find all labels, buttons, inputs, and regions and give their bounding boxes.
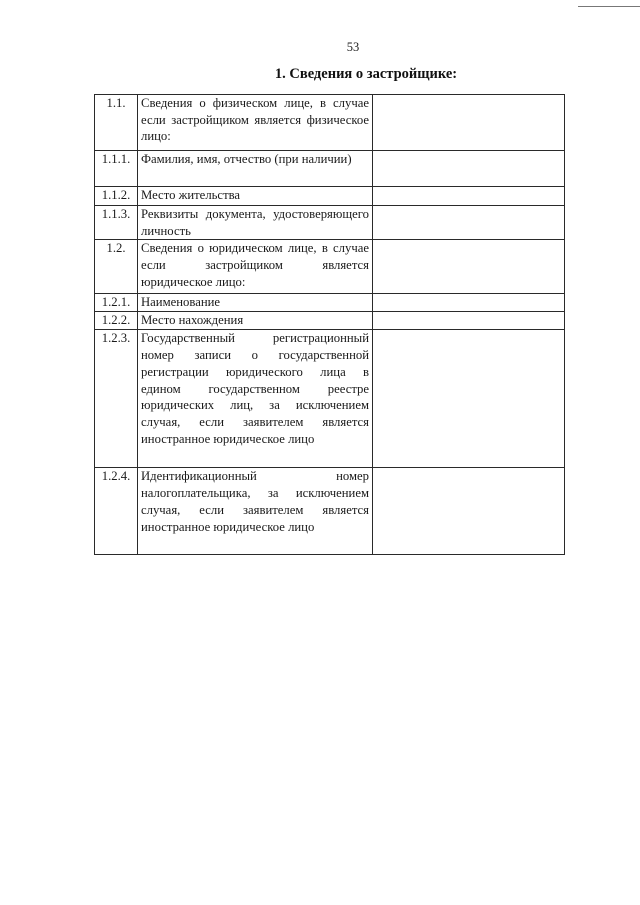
- row-label: Идентификационный номер налогоплательщика, за исключением случая, если заявителем является иностранное юридическое лицо: [138, 468, 373, 555]
- row-value-field[interactable]: [373, 187, 565, 206]
- row-number: 1.2.1.: [95, 294, 138, 312]
- row-label: Реквизиты документа, удостоверяющего личность: [138, 206, 373, 240]
- page-number: 53: [346, 40, 360, 54]
- row-number: 1.2.2.: [95, 312, 138, 330]
- table-row: [95, 240, 565, 294]
- table-row: [95, 294, 565, 312]
- row-label: Место нахождения: [138, 312, 373, 330]
- row-value-field[interactable]: [373, 294, 565, 312]
- row-number: 1.1.3.: [95, 206, 138, 240]
- table-row: [95, 330, 565, 468]
- row-number: 1.2.: [95, 240, 138, 294]
- table-row: [95, 468, 565, 555]
- table-row: [95, 95, 565, 151]
- row-value-field[interactable]: [373, 206, 565, 240]
- row-number: 1.1.2.: [95, 187, 138, 206]
- table-row: [95, 151, 565, 187]
- row-value-field[interactable]: [373, 312, 565, 330]
- corner-rule: [578, 6, 640, 7]
- table-row: [95, 312, 565, 330]
- row-value-field[interactable]: [373, 151, 565, 187]
- row-label: Место жительства: [138, 187, 373, 206]
- row-label: Фамилия, имя, отчество (при наличии): [138, 151, 373, 187]
- section-title: 1. Сведения о застройщике:: [274, 66, 458, 82]
- table-row: [95, 187, 565, 206]
- row-number: 1.2.3.: [95, 330, 138, 468]
- developer-info-table: [94, 94, 565, 555]
- row-value-field[interactable]: [373, 330, 565, 468]
- row-label: Сведения о юридическом лице, в случае если застройщиком является юридическое лицо:: [138, 240, 373, 294]
- row-number: 1.1.: [95, 95, 138, 151]
- row-label: Наименование: [138, 294, 373, 312]
- row-number: 1.2.4.: [95, 468, 138, 555]
- row-value-field[interactable]: [373, 240, 565, 294]
- row-value-field[interactable]: [373, 95, 565, 151]
- row-label: Государственный регистрационный номер записи о государственной регистрации юридического лица в едином государственном реестре юридических лиц, за исключением случая, если заявителем является иностранное юридическое лицо: [138, 330, 373, 468]
- table-row: [95, 206, 565, 240]
- row-value-field[interactable]: [373, 468, 565, 555]
- row-label: Сведения о физическом лице, в случае если застройщиком является физическое лицо:: [138, 95, 373, 151]
- row-number: 1.1.1.: [95, 151, 138, 187]
